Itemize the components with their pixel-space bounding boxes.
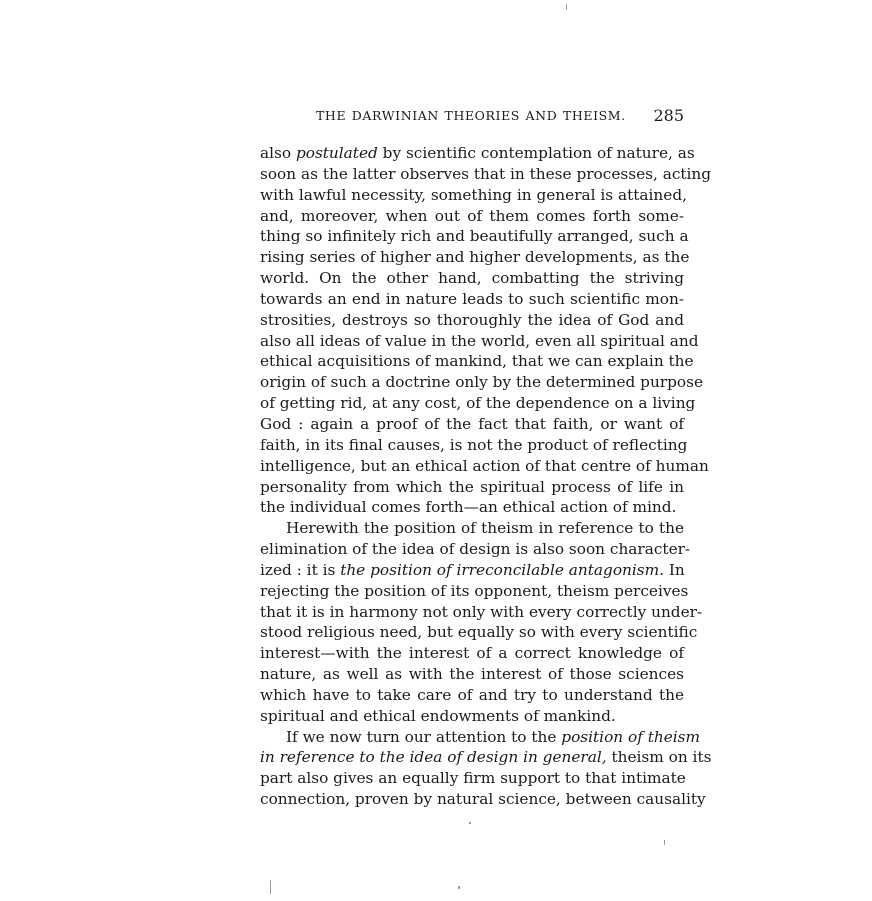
text-line: of getting rid, at any cost, of the dependence on a living (260, 394, 696, 413)
text-line: God : again a proof of the fact that faith, or want of (260, 414, 684, 433)
page-number: 285 (653, 106, 684, 125)
text-line: which have to take care of and try to understand the (260, 685, 684, 704)
running-head (260, 106, 684, 128)
text-line: strosities, destroys so thoroughly the idea of God and (260, 310, 684, 329)
text-line: intelligence, but an ethical action of that centre of human (260, 456, 709, 475)
text-line: faith, in its final causes, is not the product of reflecting (260, 435, 688, 454)
scan-speck (458, 886, 460, 889)
text-line: and, moreover, when out of them comes forth some- (260, 206, 684, 225)
text-line: part also gives an equally firm support to that intimate (260, 769, 686, 788)
scan-speck (664, 840, 665, 845)
text-line: elimination of the idea of design is also soon character- (260, 540, 691, 559)
running-title: THE DARWINIAN THEORIES AND THEISM. (316, 108, 626, 123)
text-line: in reference to the idea of design in general, theism on its (260, 748, 712, 767)
text-line: nature, as well as with the interest of those sciences (260, 665, 684, 684)
text-line: soon as the latter observes that in these processes, acting (260, 164, 712, 183)
text-line: towards an end in nature leads to such scientific mon- (260, 289, 684, 308)
text-line: rising series of higher and higher developments, as the (260, 248, 690, 267)
text-line: connection, proven by natural science, between causality (260, 790, 706, 809)
text-line: also all ideas of value in the world, even all spiritual and (260, 331, 699, 350)
text-line: with lawful necessity, something in general is attained, (260, 185, 687, 204)
text-line: rejecting the position of its opponent, theism perceives (260, 581, 689, 600)
text-line: If we now turn our attention to the position of theism (286, 727, 701, 746)
text-line: spiritual and ethical endowments of mankind. (260, 706, 616, 725)
scan-speck (270, 880, 271, 894)
text-line: interest—with the interest of a correct knowledge of (260, 644, 684, 663)
text-line: world. On the other hand, combatting the striving (260, 269, 684, 288)
text-line: stood religious need, but equally so with every scientific (260, 623, 698, 642)
text-line: Herewith the position of theism in reference to the (286, 519, 684, 538)
scan-speck (469, 822, 471, 824)
text-line: thing so infinitely rich and beautifully arranged, such a (260, 227, 689, 246)
body-text (260, 143, 712, 810)
text-line: that it is in harmony not only with every correctly under- (260, 602, 703, 621)
scan-speck (566, 4, 567, 10)
text-line: personality from which the spiritual process of life in (260, 477, 684, 496)
text-line: the individual comes forth—an ethical action of mind. (260, 498, 677, 517)
text-line: origin of such a doctrine only by the determined purpose (260, 373, 704, 392)
text-line: also postulated by scientific contemplation of nature, as (260, 144, 695, 162)
text-line: ized : it is the position of irreconcilable antagonism. In (260, 560, 685, 579)
text-line: ethical acquisitions of mankind, that we can explain the (260, 352, 694, 371)
